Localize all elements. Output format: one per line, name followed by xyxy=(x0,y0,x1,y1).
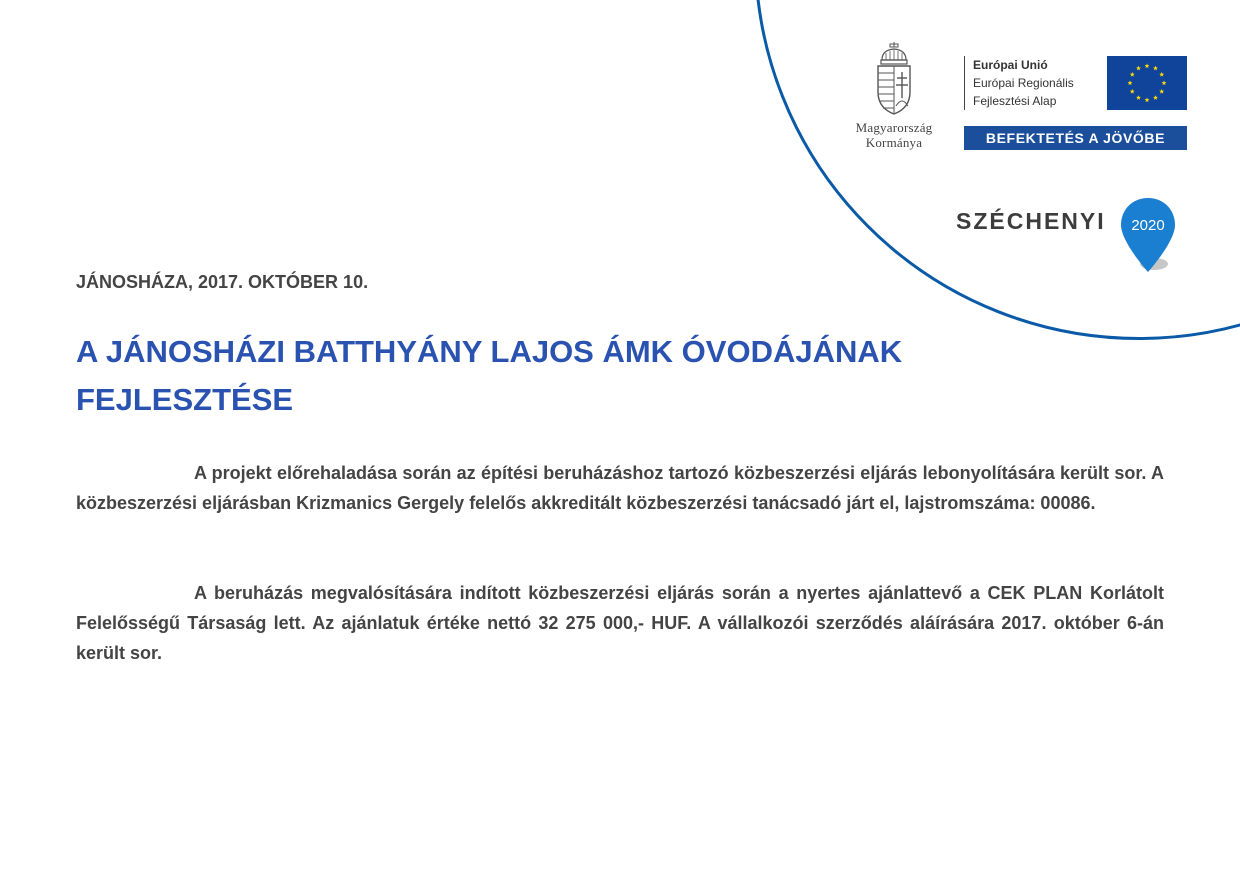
paragraph-2: A beruházás megvalósítására indított közbeszerzési eljárás során a nyertes ajánlattevő a CEK PLAN Korlátolt Felelősségű Társaság lett. Az ajánlatuk értéke nettó 32 275 000,- HUF. A vállalkozói szerződés aláírására 2017. október 6-án került sor. xyxy=(76,583,1164,663)
eu-text-block xyxy=(964,56,1074,110)
hungarian-government-logo xyxy=(830,42,958,150)
investment-banner: BEFEKTETÉS A JÖVŐBE xyxy=(964,126,1187,150)
page-title: A JÁNOSHÁZI BATTHYÁNY LAJOS ÁMK ÓVODÁJÁNAK FEJLESZTÉSE xyxy=(76,334,903,417)
szechenyi-label: SZÉCHENYI xyxy=(956,208,1106,234)
date-line: JÁNOSHÁZA, 2017. OKTÓBER 10. xyxy=(76,272,369,292)
szechenyi-year: 2020 xyxy=(1131,217,1165,234)
decorative-arc xyxy=(754,0,1240,340)
gov-name-line1: Magyarország xyxy=(855,120,933,135)
eu-title: Európai Unió xyxy=(973,58,1048,72)
paragraph-1: A projekt előrehaladása során az építési beruházáshoz tartozó közbeszerzési eljárás lebonyolítására került sor. A közbeszerzési eljárásban Krizmanics Gergely felelős akkreditált közbeszerzési tanácsadó járt el, lajstromszáma: 00086. xyxy=(76,463,1164,513)
map-pin-icon xyxy=(1118,196,1180,278)
eu-fund-line1: Európai Regionális xyxy=(973,76,1074,90)
gov-name-line2: Kormánya xyxy=(865,135,923,150)
coat-of-arms-icon xyxy=(872,42,916,116)
eu-fund-line2: Fejlesztési Alap xyxy=(973,94,1057,108)
eu-flag-icon xyxy=(1107,56,1187,110)
